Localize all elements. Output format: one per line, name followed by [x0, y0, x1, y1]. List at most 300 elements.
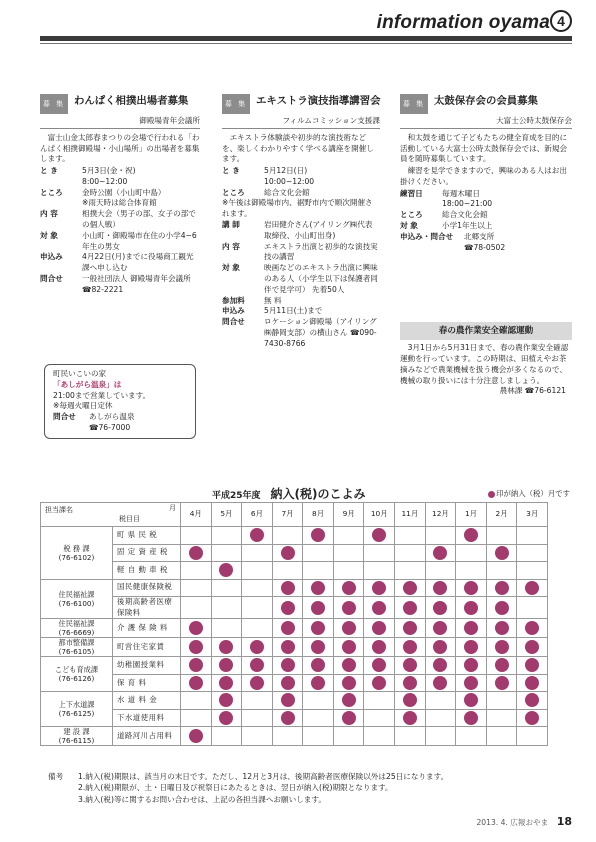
- month-cell: [486, 674, 517, 692]
- due-dot-icon: [372, 658, 386, 672]
- tax-item-name: 町営住宅家賃: [113, 638, 181, 657]
- month-cell: [211, 544, 242, 562]
- month-cell: [272, 692, 303, 710]
- due-dot-icon: [525, 658, 539, 672]
- tax-row: [41, 579, 548, 597]
- tax-item-name: 下水道使用料: [113, 709, 181, 727]
- tax-row: [41, 657, 548, 675]
- month-cell: [395, 692, 426, 710]
- month-cell: [425, 544, 456, 562]
- month-cell: [181, 527, 212, 545]
- due-dot-icon: [281, 693, 295, 707]
- article-org: 御殿場青年会議所: [40, 116, 200, 129]
- due-dot-icon: [219, 563, 233, 577]
- month-cell: [364, 709, 395, 727]
- month-cell: [181, 544, 212, 562]
- info-row: 対 象 小山町・御殿場市在住の小学4~6年生の男女: [40, 230, 197, 251]
- due-dot-icon: [464, 693, 478, 707]
- info-row: 講 師 岩田健介さん(アイリング㈱代表取締役、小山町出身): [222, 220, 373, 240]
- due-dot-icon: [403, 658, 417, 672]
- article-org: フィルムコミッション支援課: [222, 116, 380, 129]
- month-cell: [486, 657, 517, 675]
- month-cell: [456, 657, 487, 675]
- due-dot-icon: [311, 581, 325, 595]
- due-dot-icon: [433, 676, 447, 690]
- month-cell: [303, 638, 334, 657]
- month-cell: [486, 544, 517, 562]
- due-dot-icon: [189, 546, 203, 560]
- month-cell: [242, 527, 273, 545]
- month-cell: [364, 657, 395, 675]
- article-extra: [222, 92, 380, 349]
- month-cell: [303, 727, 334, 746]
- due-dot-icon: [495, 546, 509, 560]
- article-title: 太鼓保存会の会員募集: [434, 95, 538, 107]
- month-cell: [211, 709, 242, 727]
- info-row: と き 5月3日(金・祝) 8:00~12:00: [40, 166, 136, 186]
- due-dot-icon: [464, 581, 478, 595]
- due-dot-icon: [495, 640, 509, 654]
- month-cell: [333, 579, 364, 597]
- month-cell: [303, 579, 334, 597]
- due-dot-icon: [403, 621, 417, 635]
- month-header: 7月: [272, 503, 303, 527]
- month-cell: [333, 619, 364, 638]
- month-cell: [395, 562, 426, 580]
- month-cell: [517, 674, 548, 692]
- month-cell: [456, 727, 487, 746]
- month-cell: [517, 692, 548, 710]
- info-row: 申込み・問合せ 北郷支所 ☎78-0502: [400, 231, 506, 252]
- info-row: ※午後は御殿場市内、裾野市内で順次開催されます。: [222, 198, 373, 219]
- due-dot-icon: [464, 528, 478, 542]
- due-dot-icon: [311, 621, 325, 635]
- month-cell: [364, 579, 395, 597]
- dept-cell: 都市整備課 (76-6105): [41, 638, 113, 657]
- info-row: と き 5月12日(日) 10:00~12:00: [222, 166, 315, 186]
- month-cell: [425, 674, 456, 692]
- tax-calendar-table: [40, 502, 548, 746]
- recruit-tag: 募 集: [222, 94, 250, 114]
- tax-row: [41, 638, 548, 657]
- footer-publication: 広報おやま: [510, 818, 549, 827]
- due-dot-icon: [403, 676, 417, 690]
- onsen-name: 「あしがら温泉」は: [53, 379, 122, 389]
- spring-title: 春の農作業安全確認運動: [400, 322, 572, 340]
- month-cell: [364, 544, 395, 562]
- due-dot-icon: [281, 676, 295, 690]
- due-dot-icon: [433, 581, 447, 595]
- due-dot-icon: [525, 693, 539, 707]
- tax-row: [41, 727, 548, 746]
- due-dot-icon: [281, 601, 295, 615]
- month-cell: [517, 597, 548, 619]
- month-cell: [425, 562, 456, 580]
- month-cell: [395, 727, 426, 746]
- footer: [476, 814, 572, 830]
- info-row: 対 象 小学1年生以上: [400, 221, 493, 231]
- article-intro: エキストラ体験談や初歩的な演技術などを、楽しくわかりやすく学べる講座を開催します。: [222, 132, 374, 164]
- month-cell: [333, 657, 364, 675]
- due-dot-icon: [219, 676, 233, 690]
- due-dot-icon: [281, 640, 295, 654]
- month-cell: [211, 597, 242, 619]
- tax-item-name: 軽 自 動 車 税: [113, 562, 181, 580]
- article-intro: 和太鼓を通じて子どもたちの健全育成を目的に活動している大富士公時太鼓保存会では、新規会員を随時募集しています。: [400, 132, 568, 164]
- month-cell: [395, 597, 426, 619]
- month-header: 4月: [181, 503, 212, 527]
- due-dot-icon: [403, 711, 417, 725]
- article-title: エキストラ演技指導講習会: [256, 95, 381, 107]
- due-dot-icon: [311, 640, 325, 654]
- due-dot-icon: [311, 528, 325, 542]
- month-cell: [486, 727, 517, 746]
- info-row: 問合せ 一般社団法人 御殿場青年会議所 ☎82-2221: [40, 273, 191, 294]
- note-item: 2.納入(税)期限が、土・日曜日及び祝祭日にあたるときは、翌日が納入(税)期限となります。: [78, 783, 393, 793]
- month-cell: [242, 727, 273, 746]
- dept-cell: 建 設 課 (76-6115): [41, 727, 113, 746]
- due-dot-icon: [311, 601, 325, 615]
- month-cell: [272, 709, 303, 727]
- month-cell: [211, 674, 242, 692]
- calendar-title: [212, 486, 366, 503]
- month-cell: [517, 638, 548, 657]
- month-cell: [456, 527, 487, 545]
- info-row: 問合せ ロケーション御殿場（アイリング㈱静岡支部）の横山さん ☎090-7430-8766: [222, 317, 377, 348]
- month-cell: [181, 674, 212, 692]
- due-dot-icon: [525, 711, 539, 725]
- onsen-box: [44, 364, 196, 439]
- page-number: 18: [556, 815, 572, 828]
- due-dot-icon: [372, 601, 386, 615]
- due-dot-icon: [495, 621, 509, 635]
- due-dot-icon: [250, 640, 264, 654]
- month-cell: [211, 562, 242, 580]
- due-dot-icon: [525, 581, 539, 595]
- note-item: 1.納入(税)期限は、該当月の末日です。ただし、12月と3月は、後期高齢者医療保険以外は25日になります。: [78, 772, 449, 781]
- month-cell: [456, 619, 487, 638]
- recruit-tag: 募 集: [400, 94, 428, 114]
- due-dot-icon: [433, 640, 447, 654]
- tax-item-name: 水 道 料 金: [113, 692, 181, 710]
- tax-item-name: 町 県 民 税: [113, 527, 181, 545]
- month-cell: [181, 657, 212, 675]
- month-cell: [517, 619, 548, 638]
- due-dot-icon: [372, 528, 386, 542]
- month-cell: [395, 709, 426, 727]
- due-dot-icon: [342, 658, 356, 672]
- month-cell: [181, 562, 212, 580]
- spring-notice: [400, 322, 572, 397]
- due-dot-icon: [219, 640, 233, 654]
- due-dot-icon: [433, 546, 447, 560]
- due-dot-icon: [403, 693, 417, 707]
- spring-contact: 農林課 ☎76-6121: [499, 386, 566, 396]
- tax-item-name: 幼稚園授業料: [113, 657, 181, 675]
- month-cell: [242, 562, 273, 580]
- due-dot-icon: [403, 581, 417, 595]
- due-dot-icon: [372, 676, 386, 690]
- month-cell: [272, 674, 303, 692]
- due-dot-icon: [372, 581, 386, 595]
- info-row: 申込み 5月11日(土)まで: [222, 306, 323, 316]
- info-row: 参加料 無 料: [222, 295, 282, 305]
- month-cell: [486, 619, 517, 638]
- tax-item-name: 国民健康保険税: [113, 579, 181, 597]
- tax-row: [41, 709, 548, 727]
- due-dot-icon: [342, 640, 356, 654]
- month-cell: [364, 562, 395, 580]
- month-cell: [242, 692, 273, 710]
- due-dot-icon: [464, 711, 478, 725]
- due-dot-icon: [250, 676, 264, 690]
- month-cell: [425, 597, 456, 619]
- tax-item-name: 後期高齢者医療保険料: [113, 597, 181, 619]
- month-cell: [181, 597, 212, 619]
- due-dot-icon: [219, 711, 233, 725]
- due-dot-icon: [189, 621, 203, 635]
- due-dot-icon: [433, 601, 447, 615]
- month-cell: [272, 657, 303, 675]
- due-dot-icon: [525, 621, 539, 635]
- month-cell: [486, 579, 517, 597]
- dept-cell: 住民福祉課 (76-6669): [41, 619, 113, 638]
- month-cell: [364, 692, 395, 710]
- month-header: 5月: [211, 503, 242, 527]
- article-intro: 富士山金太郎春まつりの会場で行われる「わんぱく相撲御殿場・小山場所」の出場者を募集します。: [40, 132, 200, 164]
- due-dot-icon: [342, 676, 356, 690]
- month-cell: [303, 527, 334, 545]
- month-cell: [486, 692, 517, 710]
- due-dot-icon: [342, 711, 356, 725]
- due-dot-icon: [342, 693, 356, 707]
- due-dot-icon: [189, 676, 203, 690]
- month-cell: [333, 544, 364, 562]
- tax-row: [41, 527, 548, 545]
- month-cell: [486, 597, 517, 619]
- due-dot-icon: [464, 658, 478, 672]
- tax-item-name: 保 育 料: [113, 674, 181, 692]
- month-cell: [181, 709, 212, 727]
- tax-item-name: 介 護 保 険 料: [113, 619, 181, 638]
- month-cell: [425, 727, 456, 746]
- month-cell: [333, 597, 364, 619]
- month-cell: [303, 544, 334, 562]
- month-cell: [395, 527, 426, 545]
- info-row: ところ 総合文化会館: [222, 187, 310, 197]
- month-cell: [303, 709, 334, 727]
- month-cell: [272, 544, 303, 562]
- month-cell: [272, 619, 303, 638]
- tax-item-name: 固 定 資 産 税: [113, 544, 181, 562]
- month-cell: [242, 619, 273, 638]
- due-dot-icon: [464, 621, 478, 635]
- month-cell: [486, 709, 517, 727]
- month-cell: [486, 638, 517, 657]
- notes-label: 備考: [48, 772, 64, 781]
- recruit-tag: 募 集: [40, 94, 68, 114]
- due-dot-icon: [189, 640, 203, 654]
- month-cell: [395, 544, 426, 562]
- tax-row: [41, 619, 548, 638]
- due-dot-icon: [342, 621, 356, 635]
- month-cell: [242, 674, 273, 692]
- due-dot-icon: [403, 640, 417, 654]
- header-rule: [40, 36, 572, 41]
- due-dot-icon: [281, 711, 295, 725]
- month-cell: [272, 638, 303, 657]
- dept-cell: 住民福祉課 (76-6100): [41, 579, 113, 619]
- due-dot-icon: [189, 658, 203, 672]
- month-cell: [211, 727, 242, 746]
- month-cell: [181, 638, 212, 657]
- month-cell: [181, 619, 212, 638]
- info-row: 練習日 毎週木曜日 18:00~21:00: [400, 188, 493, 209]
- month-cell: [303, 562, 334, 580]
- month-cell: [333, 709, 364, 727]
- month-header: 1月: [456, 503, 487, 527]
- month-cell: [456, 579, 487, 597]
- due-dot-icon: [464, 676, 478, 690]
- header-number: 4: [550, 10, 572, 32]
- month-cell: [517, 562, 548, 580]
- tax-row: [41, 544, 548, 562]
- onsen-line: ※毎週火曜日定休: [53, 401, 113, 411]
- due-dot-icon: [525, 640, 539, 654]
- due-dot-icon: [281, 581, 295, 595]
- month-cell: [395, 638, 426, 657]
- item-header-label: 税目目: [119, 515, 140, 524]
- month-cell: [364, 597, 395, 619]
- article-org: 大富士公時太鼓保存会: [400, 116, 572, 129]
- month-header: 9月: [333, 503, 364, 527]
- info-row: ところ 金時公園（小山町中島） ※雨天時は総合体育館: [40, 187, 166, 208]
- month-cell: [181, 692, 212, 710]
- due-dot-icon: [464, 640, 478, 654]
- tax-row: [41, 562, 548, 580]
- due-dot-icon: [525, 676, 539, 690]
- month-cell: [364, 527, 395, 545]
- dept-cell: 上下水道課 (76-6125): [41, 692, 113, 727]
- month-cell: [303, 597, 334, 619]
- month-cell: [242, 709, 273, 727]
- month-cell: [303, 692, 334, 710]
- tax-row: [41, 674, 548, 692]
- info-row: 内 容 相撲大会（男子の部、女子の部での個人戦）: [40, 209, 196, 230]
- month-cell: [272, 527, 303, 545]
- note-item: 3.納入(税)等に関するお問い合わせは、上記の各担当課へお願いします。: [78, 794, 326, 804]
- calendar-corner-header: 担当課名 月 税目目: [41, 503, 181, 527]
- due-dot-icon: [372, 621, 386, 635]
- month-cell: [456, 674, 487, 692]
- month-cell: [333, 674, 364, 692]
- month-cell: [456, 692, 487, 710]
- due-dot-icon: [281, 621, 295, 635]
- dept-cell: 税 務 課 (76-6102): [41, 527, 113, 580]
- month-cell: [211, 527, 242, 545]
- tax-row: [41, 692, 548, 710]
- month-cell: [425, 692, 456, 710]
- header-title: information oyama: [376, 12, 550, 33]
- footer-issue: 2013. 4.: [476, 818, 508, 827]
- article-intro: 練習を見学できますので、興味のある人はお出掛けください。: [400, 166, 567, 186]
- tax-row: [41, 597, 548, 619]
- due-dot-icon: [495, 601, 509, 615]
- month-cell: [395, 579, 426, 597]
- month-cell: [211, 619, 242, 638]
- info-row: 内 容 エキストラ出演と初歩的な演技実技の講習: [222, 241, 378, 262]
- month-cell: [211, 638, 242, 657]
- month-cell: [303, 674, 334, 692]
- month-cell: [242, 638, 273, 657]
- month-cell: [364, 619, 395, 638]
- due-dot-icon: [433, 621, 447, 635]
- due-dot-icon: [495, 676, 509, 690]
- month-cell: [333, 527, 364, 545]
- month-cell: [272, 562, 303, 580]
- month-cell: [456, 562, 487, 580]
- due-dot-icon: [281, 546, 295, 560]
- due-dot-icon: [464, 601, 478, 615]
- month-cell: [425, 638, 456, 657]
- header-rule-thin: [40, 43, 572, 44]
- month-cell: [517, 657, 548, 675]
- due-dot-icon: [372, 640, 386, 654]
- month-cell: [425, 657, 456, 675]
- due-dot-icon: [311, 676, 325, 690]
- month-cell: [181, 727, 212, 746]
- info-row: 申込み 4月22日(月)までに役場商工観光課へ申し込む: [40, 252, 194, 273]
- month-cell: [517, 527, 548, 545]
- onsen-line: 町民いこいの家: [53, 369, 107, 378]
- month-cell: [242, 657, 273, 675]
- month-cell: [364, 674, 395, 692]
- month-cell: [364, 638, 395, 657]
- month-cell: [303, 657, 334, 675]
- due-dot-icon: [281, 658, 295, 672]
- month-cell: [486, 527, 517, 545]
- month-cell: [395, 619, 426, 638]
- due-dot-icon: [342, 581, 356, 595]
- month-cell: [517, 727, 548, 746]
- month-cell: [211, 657, 242, 675]
- article-sumo: [40, 92, 200, 296]
- month-cell: [333, 562, 364, 580]
- onsen-line: 21:00まで営業しています。: [53, 390, 151, 400]
- legend-dot-icon: [488, 491, 495, 498]
- month-cell: [333, 727, 364, 746]
- article-title: わんぱく相撲出場者募集: [74, 95, 189, 107]
- month-cell: [333, 692, 364, 710]
- month-cell: [242, 579, 273, 597]
- month-cell: [456, 638, 487, 657]
- month-cell: [303, 619, 334, 638]
- month-header: 2月: [486, 503, 517, 527]
- onsen-contact: 問合せ あしがら温泉 ☎76-7000: [53, 412, 135, 432]
- month-header: 11月: [395, 503, 426, 527]
- month-cell: [272, 597, 303, 619]
- month-cell: [272, 727, 303, 746]
- month-header: 10月: [364, 503, 395, 527]
- month-cell: [456, 709, 487, 727]
- calendar-heading: 納入(税)のこよみ: [270, 487, 366, 501]
- month-cell: [517, 544, 548, 562]
- month-cell: [333, 638, 364, 657]
- due-dot-icon: [219, 693, 233, 707]
- month-cell: [425, 619, 456, 638]
- due-dot-icon: [250, 658, 264, 672]
- spring-body: 3月1日から5月31日まで、春の農作業安全確認運動を行っています。この時期は、田植えやお茶摘みなどで農業機械を扱う機会が多くなるので、機械の取り扱いには十分注意しましょう。: [400, 343, 569, 385]
